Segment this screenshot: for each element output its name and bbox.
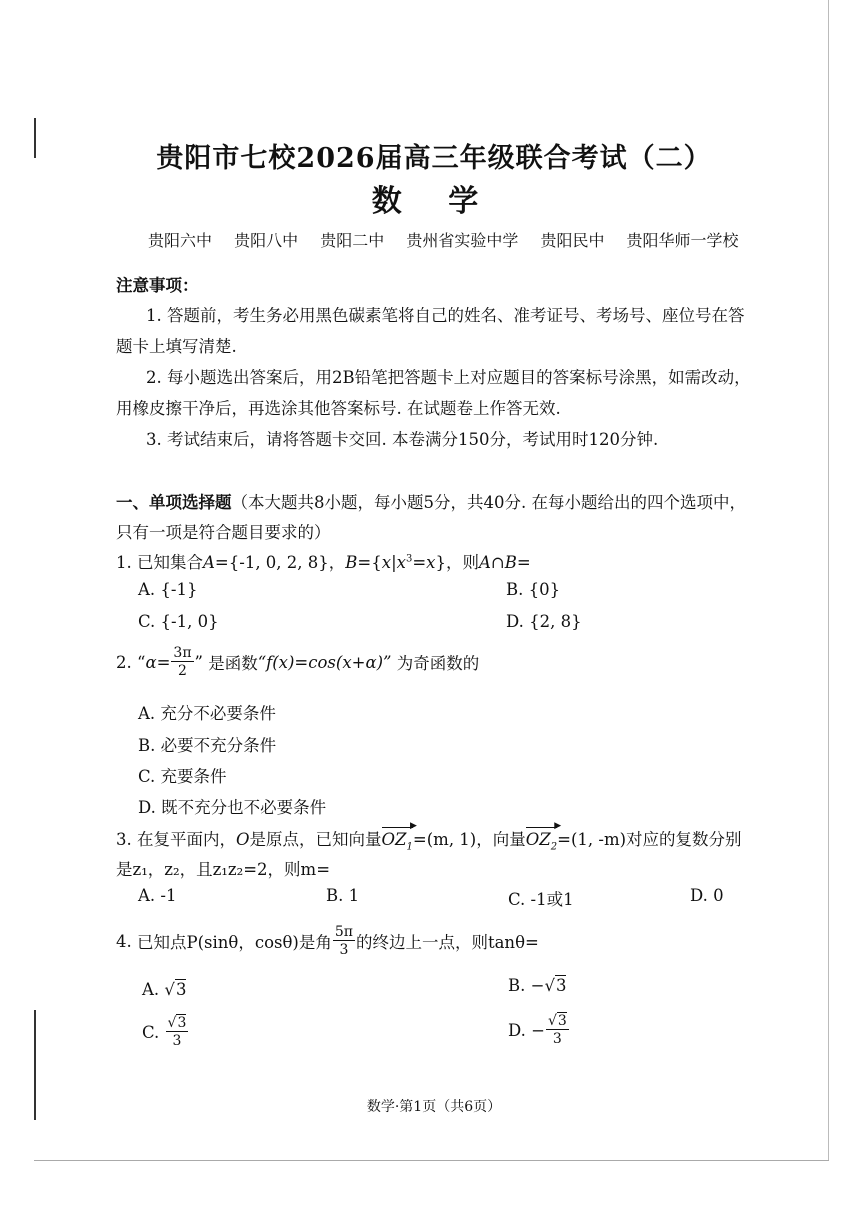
exam-title: 贵阳市七校2026届高三年级联合考试（二） xyxy=(156,143,712,174)
fraction-denominator: 3 xyxy=(172,1033,182,1049)
stem-text: “ xyxy=(137,652,146,672)
question-1-stem xyxy=(116,549,531,573)
question-number: 1. xyxy=(116,553,132,572)
fraction-numerator: √3 xyxy=(547,1013,567,1029)
stem-text: }，则 xyxy=(435,553,479,572)
vector-oz2 xyxy=(525,821,562,853)
notice-item: 题卡上填写清楚. xyxy=(116,337,237,356)
sqrt-radicand: 3 xyxy=(557,1013,567,1029)
question-3-line2: 是z₁，z₂，且z₁z₂=2，则m= xyxy=(116,860,331,879)
sqrt-radicand: 3 xyxy=(177,1015,187,1031)
vector-label: OZ xyxy=(525,830,551,849)
fraction-denominator: 3 xyxy=(552,1031,562,1047)
fraction-denominator: 3 xyxy=(339,942,349,958)
math-expr: α= xyxy=(145,652,171,672)
school-name: 贵阳八中 xyxy=(234,231,299,250)
option-c: C. -1或1 xyxy=(508,890,574,909)
fraction-numerator: 5π xyxy=(334,924,353,940)
fraction xyxy=(171,646,193,678)
section-desc-line2: 只有一项是符合题目要求的） xyxy=(116,523,331,542)
math-expr: A∩B xyxy=(478,553,517,572)
school-name: 贵阳二中 xyxy=(320,231,385,250)
school-list xyxy=(148,228,756,251)
fraction xyxy=(333,925,355,957)
option-c xyxy=(142,1016,189,1048)
vector-label: OZ xyxy=(381,830,407,849)
math-var: O xyxy=(236,830,250,849)
fraction-denominator: 2 xyxy=(178,663,187,679)
notice-item: 2. 每小题选出答案后，用2B铅笔把答题卡上对应题目的答案标号涂黑，如需改动， xyxy=(146,368,751,387)
vector-oz1 xyxy=(381,821,417,853)
stem-text: 为奇函数的 xyxy=(396,654,480,673)
subject-title: 数 学 xyxy=(371,184,497,219)
option-b: B. 1 xyxy=(326,886,360,905)
math-var: x xyxy=(426,553,436,572)
notice-heading: 注意事项： xyxy=(116,276,199,295)
notice-item: 1. 答题前，考生务必用黑色碳素笔将自己的姓名、准考证号、考场号、座位号在答 xyxy=(146,306,745,325)
school-name: 贵阳民中 xyxy=(540,231,605,250)
math-var: A xyxy=(203,553,215,572)
option-label: A. xyxy=(142,980,160,999)
stem-text: =(1, -m)对应的复数分别 xyxy=(557,830,742,849)
math-exponent: 3 xyxy=(405,553,413,565)
option-label: D. − xyxy=(508,1020,545,1040)
stem-text: 已知点P(sinθ，cosθ)是角 xyxy=(137,933,332,952)
sqrt-radicand: 3 xyxy=(175,980,187,999)
option-d: D. 0 xyxy=(690,886,724,905)
math-var: x xyxy=(396,553,406,572)
math-var: B xyxy=(345,553,358,572)
school-name: 贵阳华师一学校 xyxy=(626,231,739,250)
school-name: 贵州省实验中学 xyxy=(406,231,519,250)
stem-text: 是原点，已知向量 xyxy=(249,830,382,849)
option-c: C. {-1, 0} xyxy=(138,612,219,631)
question-4-stem xyxy=(116,925,539,957)
fraction-numerator: 3π xyxy=(173,645,192,661)
math-var: x xyxy=(381,553,392,572)
option-a: A. √3 xyxy=(142,980,187,999)
option-label: C. xyxy=(142,1022,160,1042)
fraction xyxy=(166,1016,189,1048)
vector-subscript: 2 xyxy=(550,841,558,853)
math-eq: = xyxy=(412,553,427,572)
section-title: 一、单项选择题 xyxy=(116,493,232,512)
school-name: 贵阳六中 xyxy=(148,231,213,250)
stem-text: ={ xyxy=(357,553,382,572)
question-number: 2. xyxy=(116,652,132,672)
notice-item: 用橡皮擦干净后，再选涂其他答案标号. 在试题卷上作答无效. xyxy=(116,399,561,418)
math-expr: “f(x)=cos(x+α)” xyxy=(257,652,392,672)
section-desc: （本大题共8小题，每小题5分，共40分. 在每小题给出的四个选项中， xyxy=(231,493,746,512)
stem-text: 是函数 xyxy=(208,654,258,673)
vector-arrow-icon: ▶ xyxy=(554,821,562,831)
option-b: B. −√3 xyxy=(508,976,567,995)
fraction xyxy=(546,1014,569,1046)
question-number: 4. xyxy=(116,931,132,951)
option-d xyxy=(508,1014,570,1046)
page-footer: 数学·第1页（共6页） xyxy=(366,1099,502,1115)
option-a: A. 充分不必要条件 xyxy=(138,704,276,723)
option-a: A. {-1} xyxy=(138,580,198,599)
question-3-stem xyxy=(116,821,742,853)
option-d: D. 既不充分也不必要条件 xyxy=(138,798,327,817)
option-d: D. {2, 8} xyxy=(506,612,582,631)
sqrt-radicand: 3 xyxy=(555,976,567,995)
option-a: A. -1 xyxy=(138,886,177,905)
stem-text: 的终边上一点，则tanθ= xyxy=(355,933,539,952)
option-c: C. 充要条件 xyxy=(138,767,227,786)
vector-arrow-icon: ▶ xyxy=(409,821,417,831)
question-2-stem xyxy=(116,646,479,678)
option-b: B. 必要不充分条件 xyxy=(138,736,277,755)
stem-text: ” xyxy=(194,652,203,672)
stem-text: =(m, 1)，向量 xyxy=(412,830,526,849)
section-heading xyxy=(116,489,746,513)
stem-text: ={-1, 0, 2, 8}， xyxy=(214,553,346,572)
fraction-numerator: √3 xyxy=(167,1015,187,1031)
stem-text: = xyxy=(516,553,531,572)
vector-subscript: 1 xyxy=(406,841,413,853)
stem-text: 在复平面内， xyxy=(137,830,236,849)
stem-text: 已知集合 xyxy=(137,553,203,572)
option-label: B. − xyxy=(508,976,545,995)
question-number: 3. xyxy=(116,830,132,849)
scan-edge-bottom xyxy=(34,1160,829,1161)
option-b: B. {0} xyxy=(506,580,561,599)
notice-item: 3. 考试结束后，请将答题卡交回. 本卷满分150分，考试用时120分钟. xyxy=(146,430,659,449)
math-bar: | xyxy=(391,553,397,572)
